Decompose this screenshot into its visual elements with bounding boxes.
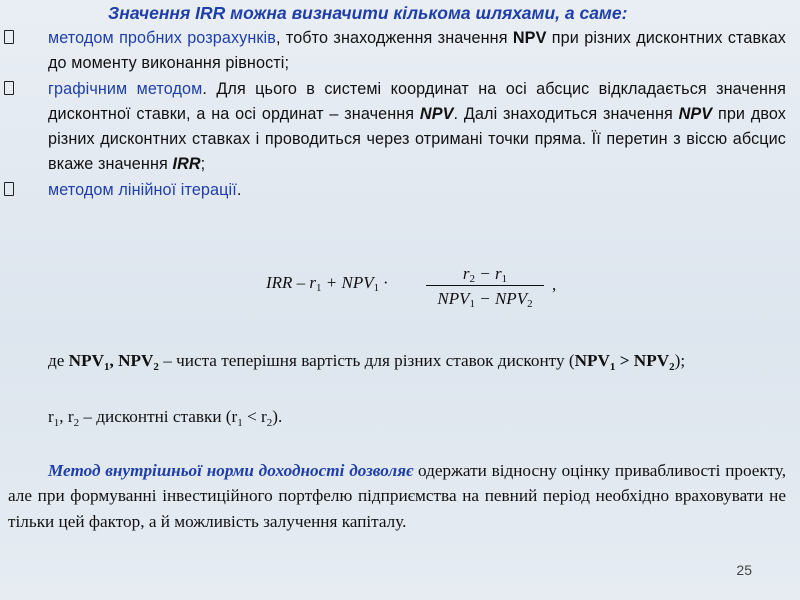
bullet-list	[0, 26, 800, 203]
bullet-marker-icon	[4, 81, 14, 95]
bullet-text-part: .	[236, 180, 242, 199]
bullet-trial-calculations	[0, 26, 800, 77]
fraction-numerator	[424, 263, 546, 284]
npv-term: NPV	[419, 104, 454, 123]
conclusion-paragraph	[8, 458, 786, 534]
note-text: ,	[109, 351, 119, 370]
bullet-linear-iteration	[0, 178, 800, 203]
rate-subscript: 2	[266, 417, 273, 429]
npv-term: NPV	[118, 351, 154, 370]
note-text: < r	[242, 407, 267, 426]
formula-subscript: 1	[469, 298, 475, 310]
bullet-text	[48, 178, 786, 203]
formula-subscript: 1	[373, 282, 380, 294]
rate-subscript: 1	[53, 417, 60, 429]
npv-term: NPV	[633, 351, 670, 370]
rates-definition	[8, 404, 786, 436]
formula-subscript: 1	[501, 273, 508, 285]
fraction-denominator	[424, 286, 546, 310]
npv-subscript: 1	[609, 361, 616, 373]
note-text: );	[674, 351, 686, 370]
bullet-text-part: при різних дисконтних ставках до моменту виконання рівності;	[48, 29, 786, 73]
irr-formula	[266, 263, 586, 317]
bullet-graphical-method	[0, 77, 800, 178]
note-text: >	[615, 351, 634, 370]
bullet-lead: методом лінійної ітерації	[48, 180, 237, 199]
bullet-marker-icon	[4, 30, 14, 44]
formula-text: ·	[379, 273, 388, 292]
bullet-text	[48, 77, 786, 178]
formula-text: + NPV	[321, 273, 374, 292]
bullet-text-part: . Для цього в системі координат на осі абсцис відкладається значення дисконтної ставки, а на осі ординат – значення	[48, 79, 786, 123]
formula-subscript: 2	[527, 298, 533, 310]
note-text: – чиста теперішня вартість для різних ставок дисконту (	[158, 351, 575, 370]
bullet-text-part: ;	[200, 155, 206, 174]
formula-lhs	[266, 273, 388, 294]
irr-term: IRR	[172, 155, 201, 174]
bullet-text	[48, 26, 786, 77]
npv-subscript: 1	[104, 361, 110, 373]
formula-text: IRR – r	[266, 273, 317, 292]
formula-subscript: 1	[316, 282, 322, 294]
note-text: r	[48, 407, 54, 426]
formula-fraction	[424, 263, 546, 310]
formula-text: r	[462, 264, 470, 283]
formula-subscript: 2	[469, 273, 476, 285]
bullet-text-part: . Далі знаходиться значення	[453, 104, 679, 123]
npv-term: NPV	[68, 351, 104, 370]
npv-term: NPV	[574, 351, 610, 370]
npv-term: NPV	[512, 29, 547, 47]
note-text: , r	[59, 407, 74, 426]
npv-definition	[8, 348, 786, 380]
formula-text: − NPV	[475, 289, 528, 308]
note-text: де	[48, 351, 69, 370]
page-number: 25	[736, 562, 752, 578]
conclusion-lead: Метод внутрішньої норми доходності дозволяє	[48, 461, 414, 480]
bullet-text-part: , тобто знаходження значення	[275, 29, 513, 47]
bullet-lead: методом пробних розрахунків	[48, 29, 276, 47]
note-text: ).	[272, 407, 283, 426]
bullet-text-part: при двох різних дисконтних ставках і проводиться через отримані точки пряма. Її перетин з віссю абсцис вкаже значення	[48, 104, 786, 174]
rate-subscript: 2	[73, 417, 80, 429]
conclusion-text: одержати відносну оцінку привабливості проекту, але при формуванні інвестиційного портфелю підприємства на певний період необхідно враховувати не тільки цей фактор, а й можливість залучення капіталу.	[8, 461, 786, 531]
formula-text: − r	[475, 264, 502, 283]
slide-heading: Значення IRR можна визначити кількома шляхами, а саме:	[108, 3, 628, 23]
bullet-lead: графічним методом	[48, 79, 203, 98]
bullet-marker-icon	[4, 182, 14, 196]
npv-subscript: 2	[669, 361, 675, 373]
npv-subscript: 2	[153, 361, 159, 373]
rate-subscript: 1	[237, 417, 243, 429]
formula-text: NPV	[437, 289, 470, 308]
formula-comma: ,	[552, 275, 557, 294]
npv-term: NPV	[678, 104, 713, 123]
note-text: – дисконтні ставки (r	[79, 407, 238, 426]
